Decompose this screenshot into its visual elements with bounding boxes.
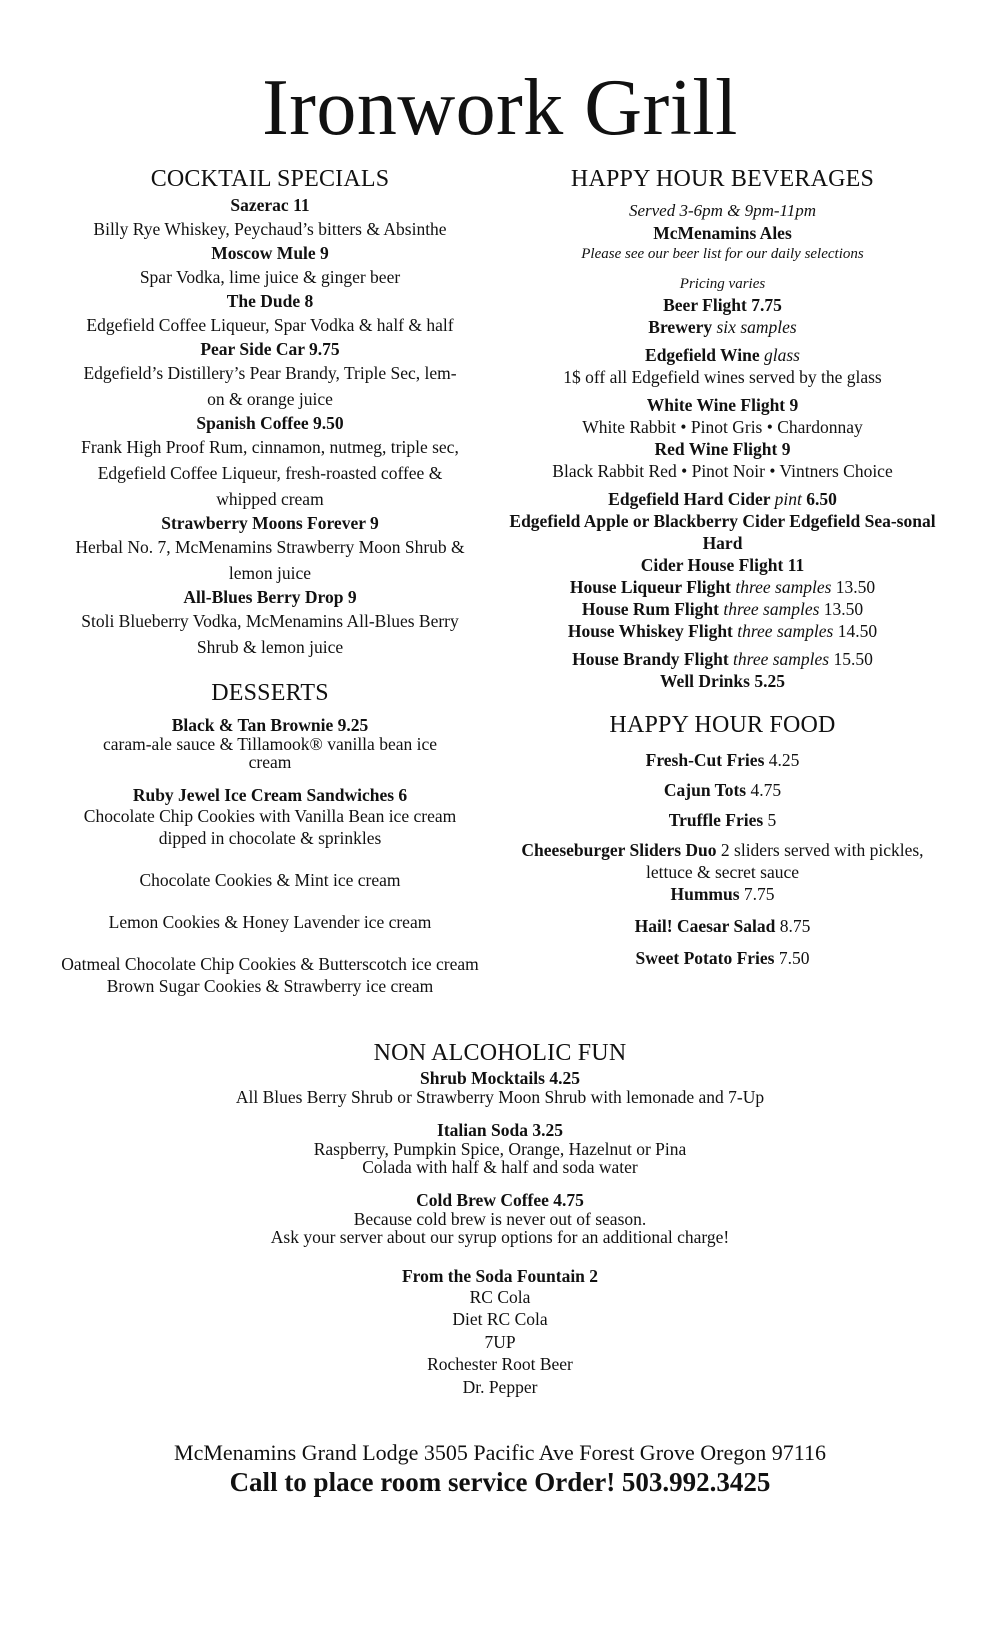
desserts-heading: DESSERTS (211, 679, 329, 706)
rum-flight: House Rum Flight three samples 13.50 (581, 598, 864, 619)
soda-item: RC Cola (469, 1286, 531, 1307)
italian-soda-name: Italian Soda 3.25 (437, 1119, 563, 1140)
cocktail-description: Billy Rye Whiskey, Peychaud’s bitters & Absinthe (93, 218, 447, 239)
footer-address: McMenamins Grand Lodge 3505 Pacific Ave Forest Grove Oregon 97116 (174, 1440, 826, 1465)
cocktail-item (60, 194, 480, 242)
ales-note: Please see our beer list for our daily selections (581, 245, 864, 262)
cocktail-description: Edgefield’s Distillery’s Pear Brandy, Triple Sec, lem-on & orange juice (83, 362, 457, 409)
soda-item: 7UP (484, 1331, 516, 1352)
wine-description: 1$ off all Edgefield wines served by the glass (563, 366, 882, 387)
non-alcoholic-section (0, 1040, 1000, 1398)
pricing-note: Pricing varies (679, 275, 766, 292)
food-item: Fresh-Cut Fries 4.25 (645, 750, 800, 771)
dessert-flavor: Oatmeal Chocolate Chip Cookies & Butterscotch ice cream (61, 954, 479, 975)
apple-cider: Edgefield Apple or Blackberry Cider Edgefield Sea-sonal Hard (509, 510, 936, 553)
dessert-description: caram-ale sauce & Tillamook® vanilla bean ice cream (102, 734, 437, 773)
food-item: Sweet Potato Fries 7.50 (635, 948, 810, 969)
desserts-section (60, 680, 480, 998)
dessert-name: Black & Tan Brownie 9.25 (171, 715, 369, 736)
liqueur-flight: House Liqueur Flight three samples 13.50 (569, 576, 876, 597)
restaurant-title: Ironwork Grill (262, 64, 738, 152)
cocktail-item (60, 586, 480, 660)
cold-brew-description: Ask your server about our syrup options for an additional charge! (270, 1226, 730, 1247)
mocktail-name: Shrub Mocktails 4.25 (420, 1067, 580, 1088)
food-item: Cajun Tots 4.75 (663, 780, 782, 801)
soda-item: Diet RC Cola (452, 1309, 548, 1330)
whiskey-flight: House Whiskey Flight three samples 14.50 (567, 620, 878, 641)
white-wine-description: White Rabbit • Pinot Gris • Chardonnay (582, 416, 863, 437)
cocktail-description: Frank High Proof Rum, cinnamon, nutmeg, triple sec, Edgefield Coffee Liqueur, fresh-roasted coffee & whipped cream (81, 436, 459, 509)
cocktail-name: Spanish Coffee 9.50 (196, 412, 344, 433)
beer-flight: Beer Flight 7.75 (663, 294, 782, 315)
brewery-item: Brewery six samples (648, 316, 797, 337)
dessert-flavor: Brown Sugar Cookies & Strawberry ice cream (106, 976, 434, 997)
well-drinks: Well Drinks 5.25 (660, 670, 785, 691)
cocktail-name: Moscow Mule 9 (211, 242, 329, 263)
happy-hour-food-section (500, 712, 945, 970)
happy-hour-food-heading: HAPPY HOUR FOOD (609, 711, 836, 738)
edgefield-wine: Edgefield Wine glass (645, 344, 800, 365)
italian-soda-description: Raspberry, Pumpkin Spice, Orange, Hazelnut or Pina (313, 1138, 687, 1159)
soda-item: Rochester Root Beer (427, 1354, 573, 1375)
cocktail-specials-heading: COCKTAIL SPECIALS (150, 166, 390, 192)
cocktail-name: All-Blues Berry Drop 9 (183, 586, 357, 607)
mocktail-description: All Blues Berry Shrub or Strawberry Moon Shrub with lemonade and 7-Up (235, 1086, 765, 1107)
cocktail-item (60, 412, 480, 512)
white-wine-flight: White Wine Flight 9 (646, 394, 799, 415)
dessert-description: Chocolate Chip Cookies with Vanilla Bean ice cream dipped in chocolate & sprinkles (83, 806, 457, 849)
food-item: Hummus 7.75 (670, 884, 775, 905)
cider-flight: Cider House Flight 11 (640, 554, 805, 575)
soda-item: Dr. Pepper (462, 1376, 538, 1397)
non-alcoholic-heading: NON ALCOHOLIC FUN (373, 1040, 627, 1066)
cocktail-item (60, 512, 480, 586)
cocktail-name: Sazerac 11 (230, 194, 310, 215)
cocktail-description: Herbal No. 7, McMenamins Strawberry Moon Shrub & lemon juice (75, 536, 465, 583)
dessert-name: Ruby Jewel Ice Cream Sandwiches 6 (132, 785, 408, 806)
cocktail-item (60, 290, 480, 338)
food-item: Cheeseburger Sliders Duo 2 sliders served with pickles, lettuce & secret sauce (521, 840, 924, 883)
footer (0, 1440, 1000, 1498)
cocktail-item (60, 242, 480, 290)
ales-name: McMenamins Ales (653, 222, 792, 243)
hard-cider: Edgefield Hard Cider pint 6.50 (608, 488, 837, 509)
dessert-flavor: Chocolate Cookies & Mint ice cream (139, 870, 401, 891)
italian-soda-description: Colada with half & half and soda water (362, 1156, 638, 1177)
cocktail-description: Stoli Blueberry Vodka, McMenamins All-Blues Berry Shrub & lemon juice (81, 610, 459, 657)
cocktail-name: The Dude 8 (226, 290, 314, 311)
dessert-flavor: Lemon Cookies & Honey Lavender ice cream (108, 912, 432, 933)
cold-brew-description: Because cold brew is never out of season. (353, 1208, 647, 1229)
left-column (60, 166, 480, 997)
cocktail-description: Spar Vodka, lime juice & ginger beer (139, 266, 401, 287)
footer-call-to-order: Call to place room service Order! 503.992.3425 (229, 1467, 771, 1497)
happy-hour-beverages-heading: HAPPY HOUR BEVERAGES (570, 166, 875, 192)
red-wine-flight: Red Wine Flight 9 (654, 438, 791, 459)
cocktail-item (60, 338, 480, 412)
served-hours: Served 3-6pm & 9pm-11pm (628, 200, 817, 220)
cocktail-name: Strawberry Moons Forever 9 (161, 512, 379, 533)
right-column (500, 166, 945, 969)
red-wine-description: Black Rabbit Red • Pinot Noir • Vintners Choice (552, 460, 893, 481)
cold-brew-name: Cold Brew Coffee 4.75 (416, 1189, 584, 1210)
soda-fountain-name: From the Soda Fountain 2 (401, 1265, 599, 1286)
brandy-flight: House Brandy Flight three samples 15.50 (572, 648, 873, 669)
cocktail-description: Edgefield Coffee Liqueur, Spar Vodka & half & half (86, 314, 454, 335)
cocktail-name: Pear Side Car 9.75 (200, 338, 340, 359)
food-item: Truffle Fries 5 (668, 810, 777, 831)
food-item: Hail! Caesar Salad 8.75 (634, 916, 811, 937)
